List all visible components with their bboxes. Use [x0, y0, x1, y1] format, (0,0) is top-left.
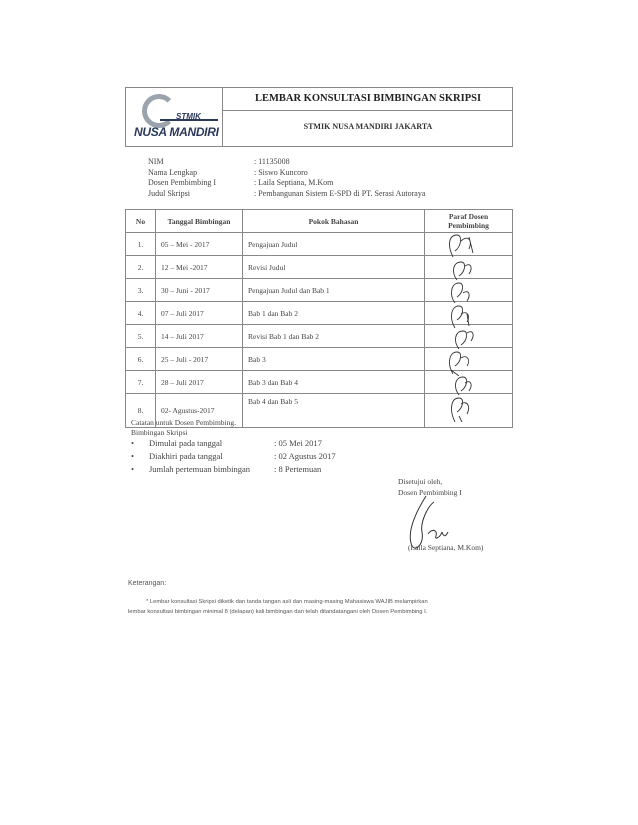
advisor-name: (Laila Septiana, M.Kom) — [408, 543, 484, 552]
list-item: • Jumlah pertemuan bimbingan : 8 Pertemuan — [131, 463, 322, 474]
header-date: Tanggal Bimbingan — [156, 210, 243, 233]
footer-label: Keterangan: — [128, 580, 167, 587]
consultation-table — [125, 209, 513, 428]
header-no: No — [126, 210, 156, 233]
table-row: 8. 02- Agustus-2017 Bab 4 dan Bab 5 — [126, 394, 513, 428]
info-row-advisor: Dosen Pembimbing I : Laila Septiana, M.Kom — [148, 178, 334, 187]
summary-list — [131, 436, 336, 475]
table-row: 4. 07 – Juli 2017 Bab 1 dan Bab 2 — [126, 302, 513, 325]
bullet-icon: • — [131, 437, 134, 448]
table-row: 1. 05 – Mei - 2017 Pengajuan Judul — [126, 233, 513, 256]
info-row-thesis-title: Judul Skripsi : Pembangunan Sistem E-SPD di PT. Serasi Autoraya — [148, 188, 426, 198]
table-row: 2. 12 – Mei -2017 Revisi Judul — [126, 256, 513, 279]
advisor-notes: Catatan untuk Dosen Pembimbing. Bimbingan Skripsi — [131, 418, 236, 437]
page-title: LEMBAR KONSULTASI BIMBINGAN SKRIPSI — [254, 93, 482, 104]
bullet-icon: • — [131, 450, 134, 461]
institution-name: STMIK NUSA MANDIRI JAKARTA — [303, 122, 433, 131]
header-topic: Pokok Bahasan — [243, 210, 425, 233]
student-info — [148, 157, 425, 199]
table-row: 7. 28 – Juli 2017 Bab 3 dan Bab 4 — [126, 371, 513, 394]
table-row: 6. 25 – Juli - 2017 Bab 3 — [126, 348, 513, 371]
logo-main-text: NUSA MANDIRI — [134, 125, 219, 139]
list-item: • Diakhiri pada tanggal : 02 Agustus 2017 — [131, 450, 336, 461]
bullet-icon: • — [131, 463, 134, 474]
signature-cell — [425, 394, 513, 428]
logo-arc-icon — [142, 94, 176, 128]
list-item: • Dimulai pada tanggal : 05 Mei 2017 — [131, 437, 322, 448]
table-row: 5. 14 – Juli 2017 Revisi Bab 1 dan Bab 2 — [126, 325, 513, 348]
logo-small-text: STMIK — [176, 112, 201, 121]
table-row: 3. 30 – Juni - 2017 Pengajuan Judul dan Bab 1 — [126, 279, 513, 302]
approval-block: Disetujui oleh, Dosen Pembimbing I — [398, 477, 462, 497]
stmik-logo — [130, 92, 220, 144]
header-signature: Paraf Dosen Pembimbing — [425, 210, 513, 233]
info-row-nim: NIM : 11135008 — [148, 157, 290, 166]
footnote: * Lembar konsultasi Skripsi diketik dan tanda tangan asli dan masing-masing Mahasiswa WAJIB melampirkan lembar konsultasi bimbingan minimal 8 (delapan) kali bimbingan dan telah ditandatangani oleh Dosen Pembimbing I. — [128, 599, 428, 615]
header-box — [125, 87, 513, 147]
signature-icon — [439, 388, 489, 422]
info-row-name: Nama Lengkap : Siswo Kuncoro — [148, 167, 308, 177]
